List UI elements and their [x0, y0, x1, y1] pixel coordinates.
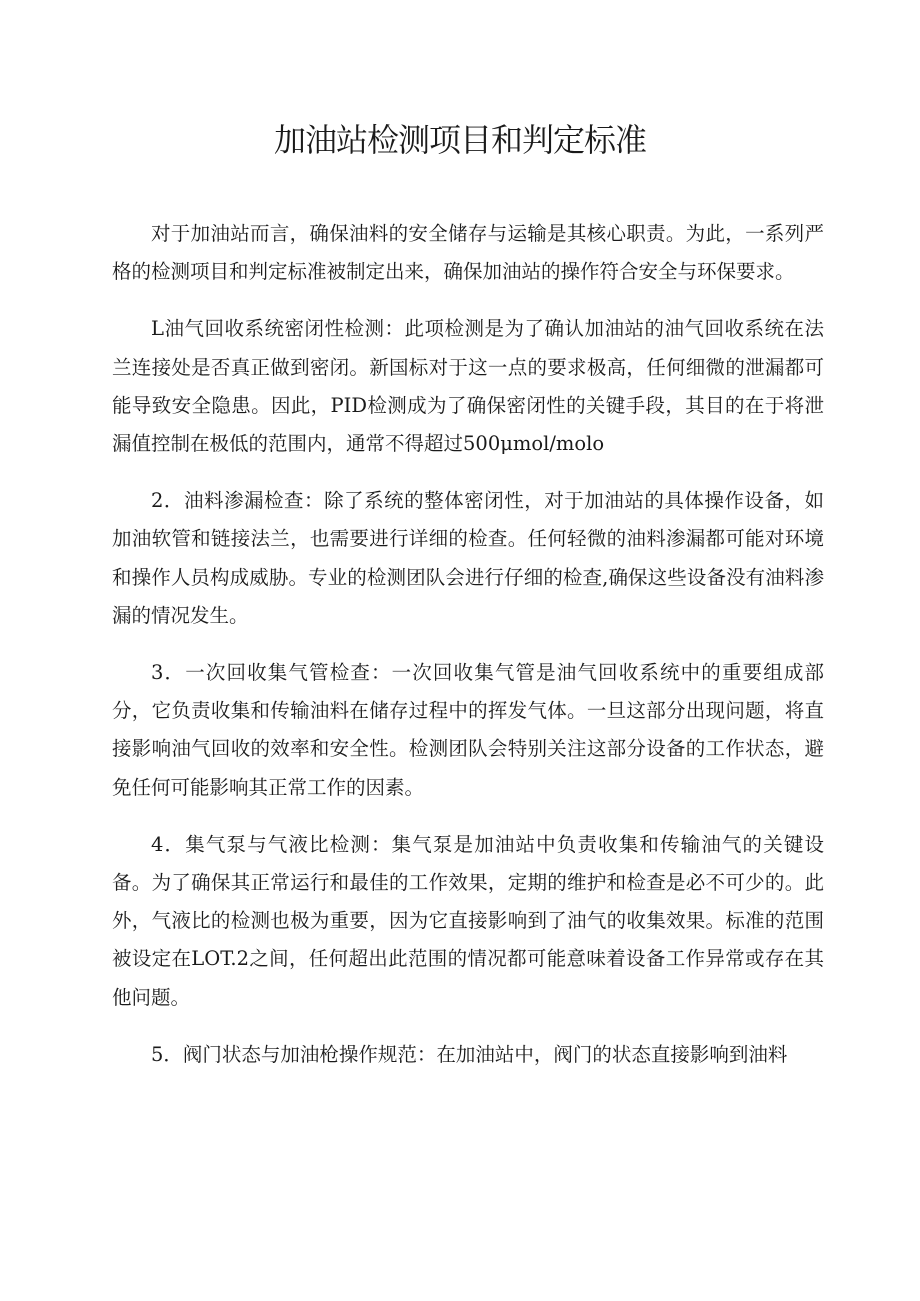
paragraph-item-2: 2．油料渗漏检查：除了系统的整体密闭性，对于加油站的具体操作设备，如加油软管和链接法兰，也需要进行详细的检查。任何轻微的油料渗漏都可能对环境和操作人员构成威胁。专业的检测团队会进行仔细的检查,确保这些设备没有油料渗漏的情况发生。 — [112, 489, 824, 627]
paragraph-item-1: L油气回收系统密闭性检测：此项检测是为了确认加油站的油气回收系统在法兰连接处是否真正做到密闭。新国标对于这一点的要求极高，任何细微的泄漏都可能导致安全隐患。因此，PID检测成为了确保密闭性的关键手段，其目的在于将泄漏值控制在极低的范围内，通常不得超过500μmol/molo — [112, 317, 824, 456]
paragraph-intro: 对于加油站而言，确保油料的安全储存与运输是其核心职责。为此，一系列严格的检测项目和判定标准被制定出来，确保加油站的操作符合安全与环保要求。 — [112, 222, 824, 284]
paragraph-item-4: 4．集气泵与气液比检测：集气泵是加油站中负责收集和传输油气的关键设备。为了确保其正常运行和最佳的工作效果，定期的维护和检查是必不可少的。此外，气液比的检测也极为重要，因为它直接影响到了油气的收集效果。标准的范围被设定在LOT.2之间，任何超出此范围的情况都可能意味着设备工作异常或存在其他问题。 — [112, 832, 824, 1009]
paragraph-item-5: 5．阀门状态与加油枪操作规范：在加油站中，阀门的状态直接影响到油料 — [151, 1042, 788, 1066]
document-body — [112, 215, 824, 1093]
paragraph-item-3: 3．一次回收集气管检查：一次回收集气管是油气回收系统中的重要组成部分，它负责收集和传输油料在储存过程中的挥发气体。一旦这部分出现问题，将直接影响油气回收的效率和安全性。检测团队会特别关注这部分设备的工作状态，避免任何可能影响其正常工作的因素。 — [112, 661, 824, 799]
document-title: 加油站检测项目和判定标准 — [273, 121, 646, 159]
